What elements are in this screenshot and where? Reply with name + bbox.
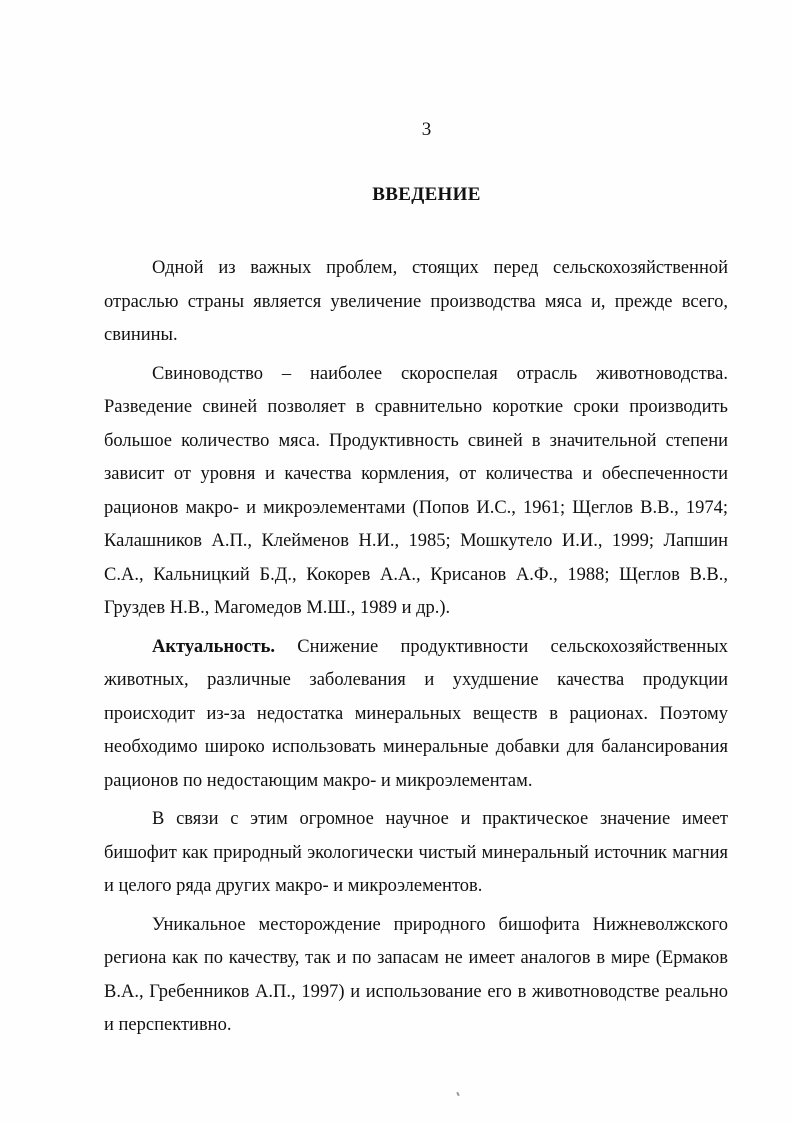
page-title: ВВЕДЕНИЕ — [372, 184, 481, 205]
paragraph-text: Уникальное месторождение природного бишофита Нижневолжского региона как по качеству, так и по запасам не имеет аналогов в мире (Ермаков В.А., Гребенников А.П., 1997) и использование его в животноводстве реально и перспективно. — [104, 914, 728, 1035]
paragraph-pig-breeding — [104, 358, 728, 626]
paragraph-text: Свиноводство – наиболее скороспелая отрасль животноводства. Разведение свиней позволяет в сравнительно короткие сроки производить большое количество мяса. Продуктивность свиней в значительной степени зависит от уровня и качества кормления, от количества и обеспеченности рационов макро- и микроэлементами (Попов И.С., 1961; Щеглов В.В., 1974; Калашников А.П., Клейменов Н.И., 1985; Мошкутело И.И., 1999; Лапшин С.А., Кальницкий Б.Д., Кокорев А.А., Крисанов А.Ф., 1988; Щеглов В.В., Груздев Н.В., Магомедов М.Ш., 1989 и др.). — [104, 363, 728, 618]
paragraph-problem-statement — [104, 252, 728, 353]
page-number: 3 — [421, 119, 432, 140]
relevance-label: Актуальность. — [152, 636, 276, 657]
paragraph-text: Одной из важных проблем, стоящих перед сельскохозяйственной отраслью страны является увеличение производства мяса и, прежде всего, свинины. — [104, 258, 728, 345]
paragraph-relevance — [104, 631, 728, 799]
paragraph-text: В связи с этим огромное научное и практическое значение имеет бишофит как природный экологически чистый минеральный источник магния и целого ряда других макро- и микроэлементов. — [104, 809, 728, 896]
scan-speck — [456, 1092, 460, 1096]
paragraph-deposit — [104, 909, 728, 1043]
paragraph-text: Снижение продуктивности сельскохозяйственных животных, различные заболевания и ухудшение качества продукции происходит из-за недостатка минеральных веществ в рационах. Поэтому необходимо широко использовать минеральные добавки для балансирования рационов по недостающим макро- и микроэлементам. — [104, 636, 728, 791]
body-text — [104, 252, 728, 1048]
paragraph-bischofite-value — [104, 803, 728, 904]
